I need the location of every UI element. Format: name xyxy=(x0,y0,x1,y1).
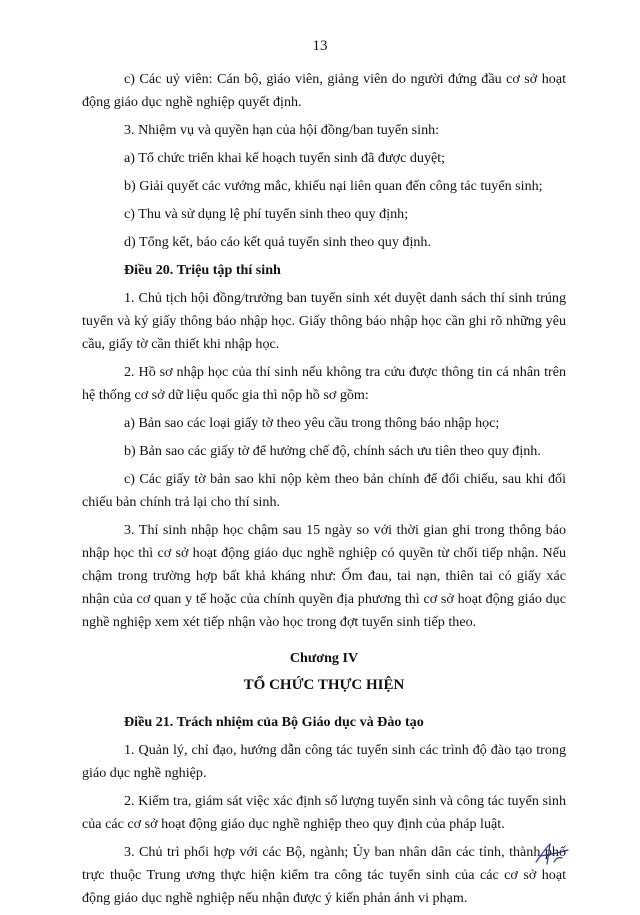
paragraph: 2. Kiểm tra, giám sát việc xác định số lượng tuyển sinh và công tác tuyển sinh của các cơ sở hoạt động giáo dục nghề nghiệp theo quy định của pháp luật. xyxy=(82,793,566,832)
chapter-title: TỔ CHỨC THỰC HIỆN xyxy=(243,677,405,693)
paragraph: b) Giải quyết các vướng mắc, khiếu nại liên quan đến công tác tuyển sinh; xyxy=(124,178,543,194)
paragraph: 3. Chủ trì phối hợp với các Bộ, ngành; Ủy ban nhân dân các tỉnh, thành phố trực thuộc Trung ương thực hiện kiểm tra công tác tuyển sinh của các cơ sở hoạt động giáo dục nghề nghiệp nếu nhận được ý kiến phản ánh vi phạm. xyxy=(82,844,566,906)
paragraph: c) Thu và sử dụng lệ phí tuyển sinh theo quy định; xyxy=(124,206,409,222)
paragraph: b) Bản sao các giấy tờ để hưởng chế độ, chính sách ưu tiên theo quy định. xyxy=(124,443,541,459)
paragraph: 2. Hồ sơ nhập học của thí sinh nếu không tra cứu được thông tin cá nhân trên hệ thống cơ sở dữ liệu quốc gia thì nộp hồ sơ gồm: xyxy=(82,364,566,403)
paragraph: a) Bản sao các loại giấy tờ theo yêu cầu trong thông báo nhập học; xyxy=(124,415,500,431)
document-body xyxy=(82,68,566,915)
paragraph: 1. Chủ tịch hội đồng/trưởng ban tuyển sinh xét duyệt danh sách thí sinh trúng tuyển và ký giấy thông báo nhập học. Giấy thông báo nhập học cần ghi rõ những yêu cầu, giấy tờ cần thiết khi nhập học. xyxy=(82,290,566,352)
paragraph: 1. Quản lý, chỉ đạo, hướng dẫn công tác tuyển sinh các trình độ đào tạo trong giáo dục nghề nghiệp. xyxy=(82,742,566,781)
article-heading: Điều 20. Triệu tập thí sinh xyxy=(124,262,281,278)
initials-signature-mark xyxy=(532,840,572,870)
paragraph: c) Các uỷ viên: Cán bộ, giáo viên, giảng viên do người đứng đầu cơ sở hoạt động giáo dục nghề nghiệp quyết định. xyxy=(82,71,566,110)
page-number: 13 xyxy=(312,38,328,54)
article-heading: Điều 21. Trách nhiệm của Bộ Giáo dục và Đào tạo xyxy=(124,714,424,730)
paragraph: c) Các giấy tờ bản sao khi nộp kèm theo bản chính để đối chiếu, sau khi đối chiếu bản chính trả lại cho thí sinh. xyxy=(82,471,566,510)
paragraph: a) Tổ chức triển khai kế hoạch tuyển sinh đã được duyệt; xyxy=(124,150,446,166)
paragraph: 3. Thí sinh nhập học chậm sau 15 ngày so với thời gian ghi trong thông báo nhập học thì cơ sở hoạt động giáo dục nghề nghiệp có quyền từ chối tiếp nhận. Nếu chậm trong trường hợp bất khả kháng như: Ốm đau, tai nạn, thiên tai có giấy xác nhận của cơ quan y tế hoặc của chính quyền địa phương thì cơ sở hoạt động giáo dục nghề nghiệp xem xét tiếp nhận vào học trong đợt tuyển sinh tiếp theo. xyxy=(82,522,566,630)
chapter-heading: Chương IV xyxy=(289,650,359,666)
paragraph: 3. Nhiệm vụ và quyền hạn của hội đồng/ban tuyển sinh: xyxy=(124,122,440,138)
paragraph: d) Tổng kết, báo cáo kết quả tuyển sinh theo quy định. xyxy=(124,234,432,250)
